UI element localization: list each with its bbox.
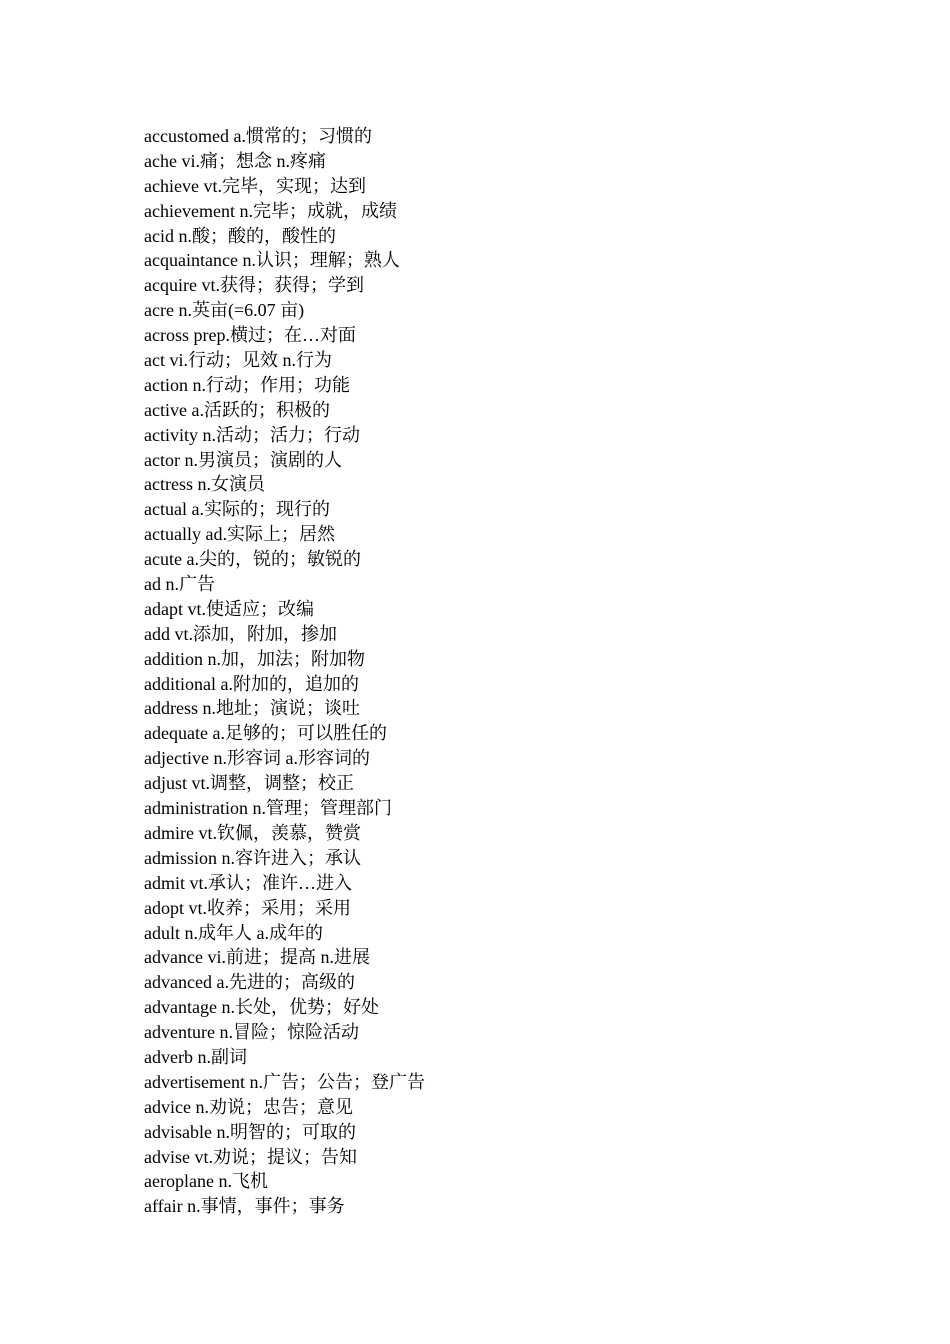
vocabulary-entry: advertisement n.广告；公告；登广告 (144, 1071, 425, 1092)
vocabulary-entry: actual a.实际的；现行的 (144, 499, 330, 520)
vocabulary-entry: acid n.酸；酸的，酸性的 (144, 225, 336, 246)
vocabulary-entry: adjust vt.调整，调整；校正 (144, 773, 354, 794)
vocabulary-entry: address n.地址；演说；谈吐 (144, 698, 360, 719)
vocabulary-entry: active a.活跃的；积极的 (144, 399, 330, 420)
vocabulary-entry: admire vt.钦佩，羡慕，赞赏 (144, 822, 361, 843)
vocabulary-entry: adventure n.冒险；惊险活动 (144, 1022, 359, 1043)
vocabulary-entry: across prep.横过；在…对面 (144, 325, 356, 346)
vocabulary-entry: acquaintance n.认识；理解；熟人 (144, 250, 400, 271)
vocabulary-entry: addition n.加，加法；附加物 (144, 648, 365, 669)
vocabulary-entry: achievement n.完毕；成就，成绩 (144, 200, 397, 221)
vocabulary-entry: ache vi.痛；想念 n.疼痛 (144, 150, 326, 171)
vocabulary-entry: act vi.行动；见效 n.行为 (144, 350, 332, 371)
vocabulary-entry: adverb n.副词 (144, 1046, 247, 1067)
vocabulary-entry: advance vi.前进；提高 n.进展 (144, 947, 370, 968)
vocabulary-entry: adjective n.形容词 a.形容词的 (144, 748, 370, 769)
vocabulary-entry: activity n.活动；活力；行动 (144, 424, 360, 445)
vocabulary-entry: adopt vt.收养；采用；采用 (144, 897, 351, 918)
vocabulary-entry: advise vt.劝说；提议；告知 (144, 1146, 357, 1167)
vocabulary-entry: add vt.添加，附加，掺加 (144, 623, 337, 644)
vocabulary-entry: administration n.管理；管理部门 (144, 798, 392, 819)
vocabulary-entry: adequate a.足够的；可以胜任的 (144, 723, 387, 744)
vocabulary-entry: acquire vt.获得；获得；学到 (144, 275, 364, 296)
vocabulary-entry: admission n.容许进入；承认 (144, 847, 362, 868)
vocabulary-entry: actress n.女演员 (144, 474, 265, 495)
vocabulary-entry: action n.行动；作用；功能 (144, 374, 350, 395)
vocabulary-entry: adult n.成年人 a.成年的 (144, 922, 323, 943)
vocabulary-entry: advice n.劝说；忠告；意见 (144, 1096, 353, 1117)
vocabulary-entry: advisable n.明智的；可取的 (144, 1121, 356, 1142)
vocabulary-entry: advantage n.长处，优势；好处 (144, 997, 379, 1018)
vocabulary-entry: acute a.尖的，锐的；敏锐的 (144, 549, 361, 570)
vocabulary-entry: actor n.男演员；演剧的人 (144, 449, 342, 470)
vocabulary-entry: actually ad.实际上；居然 (144, 524, 335, 545)
vocabulary-entry: aeroplane n.飞机 (144, 1171, 268, 1192)
vocabulary-entry: adapt vt.使适应；改编 (144, 598, 314, 619)
vocabulary-list (144, 124, 425, 1219)
vocabulary-entry: acre n.英亩(=6.07 亩) (144, 300, 305, 321)
vocabulary-entry: ad n.广告 (144, 574, 215, 595)
vocabulary-entry: admit vt.承认；准许…进入 (144, 872, 352, 893)
vocabulary-entry: advanced a.先进的；高级的 (144, 972, 355, 993)
vocabulary-entry: affair n.事情，事件；事务 (144, 1196, 345, 1217)
vocabulary-entry: achieve vt.完毕，实现；达到 (144, 175, 366, 196)
vocabulary-entry: additional a.附加的，追加的 (144, 673, 359, 694)
vocabulary-entry: accustomed a.惯常的；习惯的 (144, 126, 372, 146)
